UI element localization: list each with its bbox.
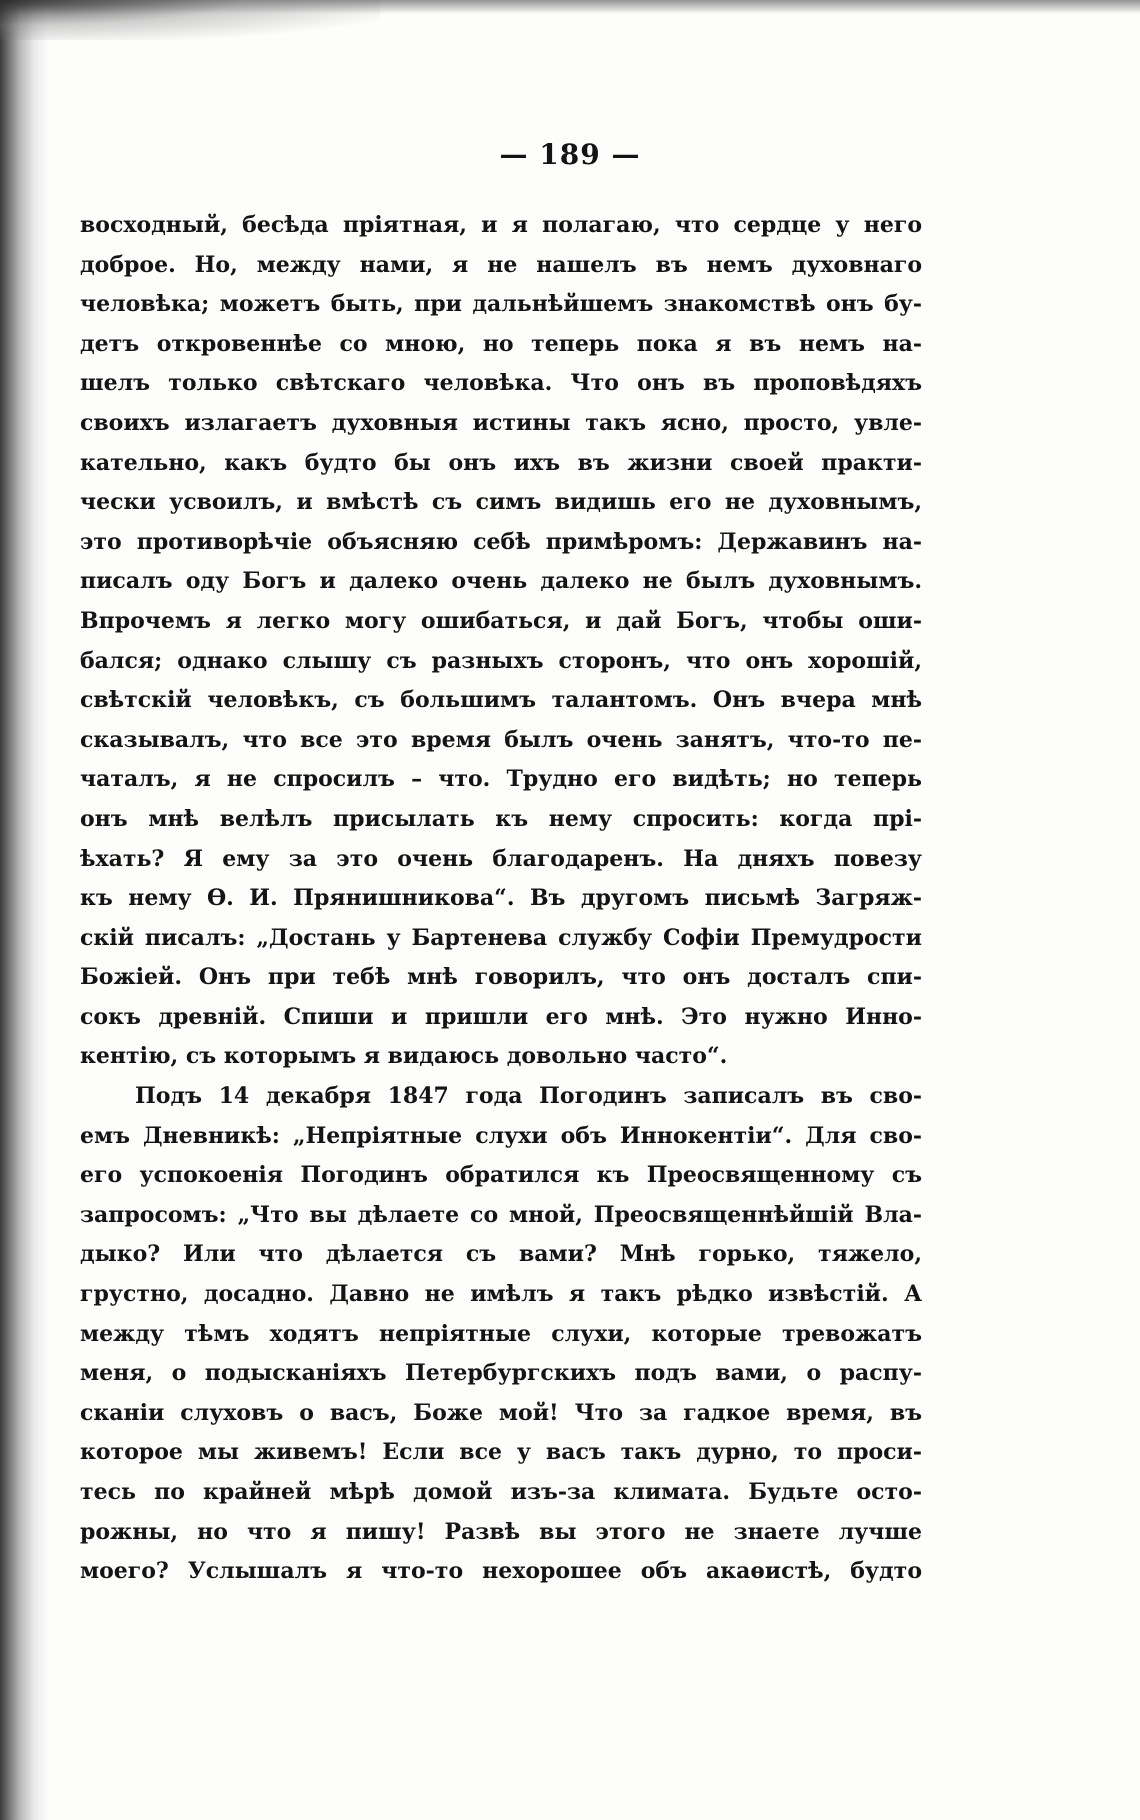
text-line: свѣтскій человѣкъ, съ большимъ талантомъ. Онъ вчера мнѣ: [80, 687, 922, 714]
text-line: моего? Услышалъ я что-то нехорошее объ акаѳистѣ, будто: [80, 1558, 922, 1585]
text-line: человѣка; можетъ быть, при дальнѣйшемъ знакомствѣ онъ бу-: [80, 291, 922, 318]
text-line: Впрочемъ я легко могу ошибаться, и дай Богъ, чтобы оши-: [80, 607, 922, 634]
text-line: кентію, съ которымъ я видаюсь довольно часто“.: [80, 1043, 728, 1070]
text-line: чески усвоилъ, и вмѣстѣ съ симъ видишь его не духовнымъ,: [80, 489, 922, 516]
text-line: сказывалъ, что все это время былъ очень занятъ, что-то пе-: [80, 726, 922, 753]
text-line: запросомъ: „Что вы дѣлаете со мной, Преосвященнѣйшій Вла-: [80, 1201, 922, 1228]
text-line: Подъ 14 декабря 1847 года Погодинъ записалъ въ сво-: [135, 1083, 922, 1110]
text-line: чаталъ, я не спросилъ – что. Трудно его видѣть; но теперь: [80, 766, 922, 793]
text-line: рожны, но что я пишу! Развѣ вы этого не знаете лучше: [80, 1518, 922, 1545]
text-line: ѣхать? Я ему за это очень благодаренъ. На дняхъ повезу: [80, 845, 922, 872]
text-line: бался; однако слышу съ разныхъ сторонъ, что онъ хорошій,: [80, 647, 922, 674]
text-line: онъ мнѣ велѣлъ присылать къ нему спросить: когда прі-: [80, 805, 922, 832]
text-line: которое мы живемъ! Если все у васъ такъ дурно, то проси-: [80, 1439, 922, 1466]
text-line: его успокоенія Погодинъ обратился къ Преосвященному съ: [80, 1162, 922, 1189]
text-line: къ нему Ѳ. И. Прянишникова“. Въ другомъ письмѣ Загряж-: [80, 885, 922, 912]
binding-shadow: [0, 0, 48, 1820]
text-line: меня, о подысканіяхъ Петербургскихъ подъ вами, о распу-: [80, 1360, 922, 1387]
text-line: кательно, какъ будто бы онъ ихъ въ жизни своей практи-: [80, 449, 922, 476]
text-line: писалъ оду Богъ и далеко очень далеко не былъ духовнымъ.: [80, 568, 922, 595]
body-text: [80, 206, 922, 1592]
text-line: скій писалъ: „Достань у Бартенева службу Софіи Премудрости: [80, 924, 922, 951]
text-line: детъ откровеннѣе со мною, но теперь пока я въ немъ на-: [80, 330, 922, 357]
text-line: тесь по крайней мѣрѣ домой изъ-за климата. Будьте осто-: [80, 1479, 922, 1505]
text-line: сканіи слуховъ о васъ, Боже мой! Что за гадкое время, въ: [80, 1399, 922, 1426]
text-line: грустно, досадно. Давно не имѣлъ я такъ рѣдко извѣстій. А: [80, 1281, 922, 1308]
text-line: Божіей. Онъ при тебѣ мнѣ говорилъ, что онъ досталъ спи-: [80, 964, 922, 991]
text-line: дыко? Или что дѣлается съ вами? Мнѣ горько, тяжело,: [80, 1241, 922, 1268]
text-line: сокъ древній. Спиши и пришли его мнѣ. Это нужно Инно-: [80, 1003, 922, 1030]
corner-smudge: [0, 0, 380, 40]
text-line: шелъ только свѣтскаго человѣка. Что онъ въ проповѣдяхъ: [80, 370, 922, 397]
text-line: доброе. Но, между нами, я не нашелъ въ немъ духовнаго: [80, 251, 922, 278]
text-line: это противорѣчіе объясняю себѣ примѣромъ: Державинъ на-: [80, 528, 922, 555]
text-line: между тѣмъ ходятъ непріятные слухи, которые тревожатъ: [80, 1320, 922, 1347]
text-line: восходный, бесѣда пріятная, и я полагаю, что сердце у него: [80, 212, 922, 238]
page-number: — 189 —: [499, 138, 641, 171]
text-line: своихъ излагаетъ духовныя истины такъ ясно, просто, увле-: [80, 409, 922, 436]
text-line: емъ Дневникѣ: „Непріятные слухи объ Иннокентіи“. Для сво-: [80, 1122, 922, 1149]
